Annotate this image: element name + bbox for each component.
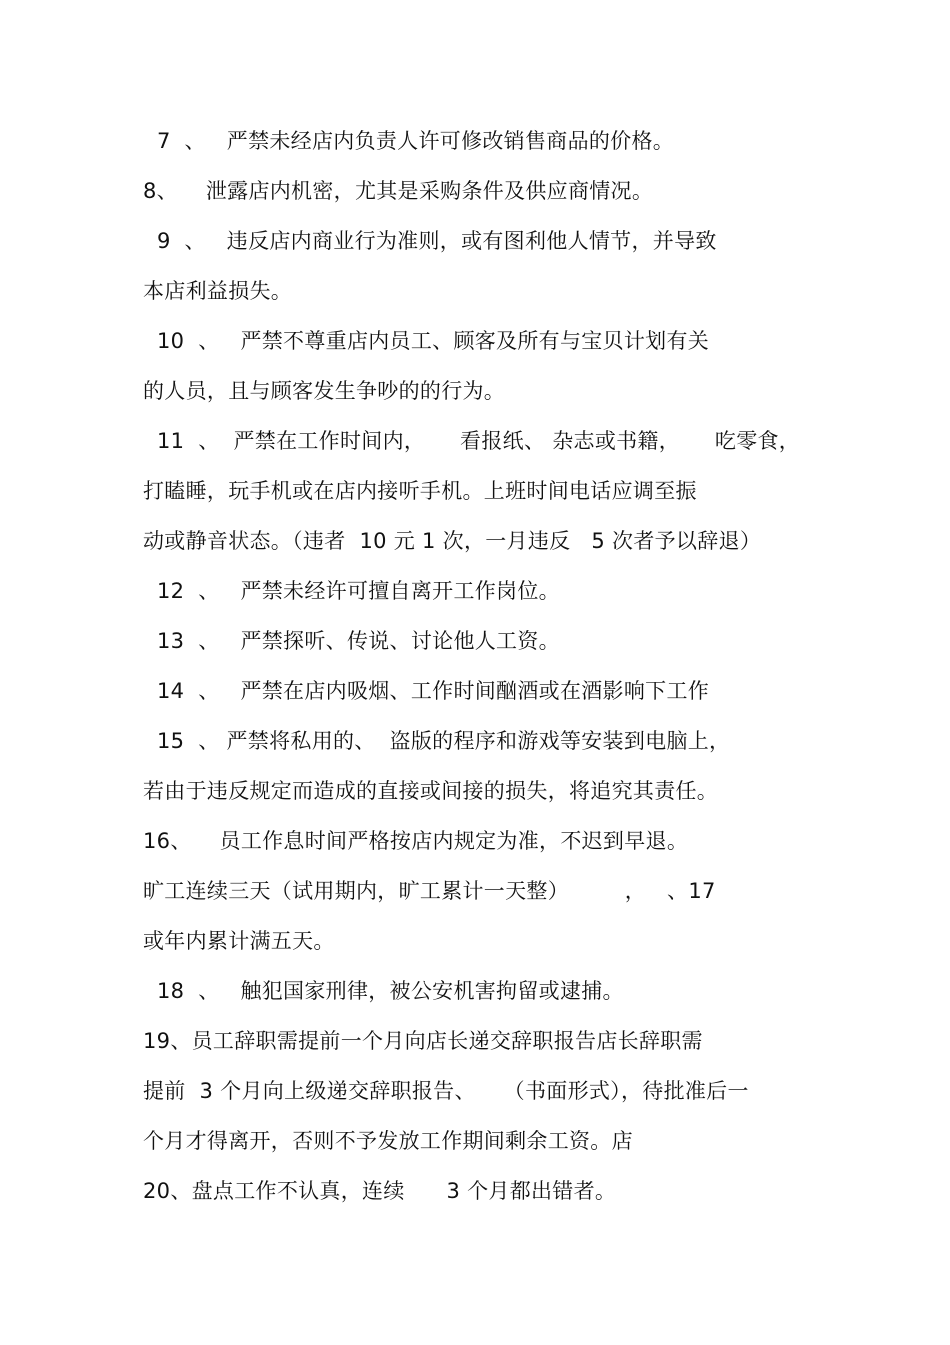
rule-7-line: 7 、 严禁未经店内负责人许可修改销售商品的价格。 (143, 129, 675, 153)
rule-18-line: 18 、 触犯国家刑律，被公安机害拘留或逮捕。 (143, 979, 624, 1003)
rule-17-line: 旷工连续三天（试用期内，旷工累计一天整） ， 、17 (143, 879, 716, 903)
rule-13-line: 13 、 严禁探听、传说、讨论他人工资。 (143, 629, 560, 653)
rule-19-continuation-1: 提前 3 个月向上级递交辞职报告、 （书面形式），待批准后一 (143, 1079, 749, 1103)
rule-11-continuation-1: 打瞌睡，玩手机或在店内接听手机。上班时间电话应调至振 (143, 479, 697, 503)
rule-9-line: 9 、 违反店内商业行为准则，或有图利他人情节，并导致 (143, 229, 717, 253)
rule-9-continuation: 本店利益损失。 (143, 279, 293, 303)
rule-8-line: 8、 泄露店内机密，尤其是采购条件及供应商情况。 (143, 179, 654, 203)
rule-11-continuation-2: 动或静音状态。（违者 10 元 1 次，一月违反 5 次者予以辞退） (143, 529, 762, 553)
rule-16-line: 16、 员工作息时间严格按店内规定为准，不迟到早退。 (143, 829, 689, 853)
rule-20-line: 20、盘点工作不认真，连续 3 个月都出错者。 (143, 1179, 617, 1203)
rule-12-line: 12 、 严禁未经许可擅自离开工作岗位。 (143, 579, 560, 603)
rule-15-line: 15 、 严禁将私用的、 盗版的程序和游戏等安装到电脑上， (143, 729, 731, 753)
rule-11-line: 11 、 严禁在工作时间内， 看报纸、 杂志或书籍， 吃零食， (143, 429, 801, 453)
rule-14-line: 14 、 严禁在店内吸烟、工作时间酗酒或在酒影响下工作 (143, 679, 710, 703)
rule-19-line: 19、员工辞职需提前一个月向店长递交辞职报告店长辞职需 (143, 1029, 703, 1053)
rule-10-continuation: 的人员，且与顾客发生争吵的的行为。 (143, 379, 506, 403)
rule-15-continuation: 若由于违反规定而造成的直接或间接的损失，将追究其责任。 (143, 779, 719, 803)
rule-19-continuation-2: 个月才得离开，否则不予发放工作期间剩余工资。店 (143, 1129, 633, 1153)
rule-17-continuation: 或年内累计满五天。 (143, 929, 335, 953)
rule-10-line: 10 、 严禁不尊重店内员工、顾客及所有与宝贝计划有关 (143, 329, 710, 353)
